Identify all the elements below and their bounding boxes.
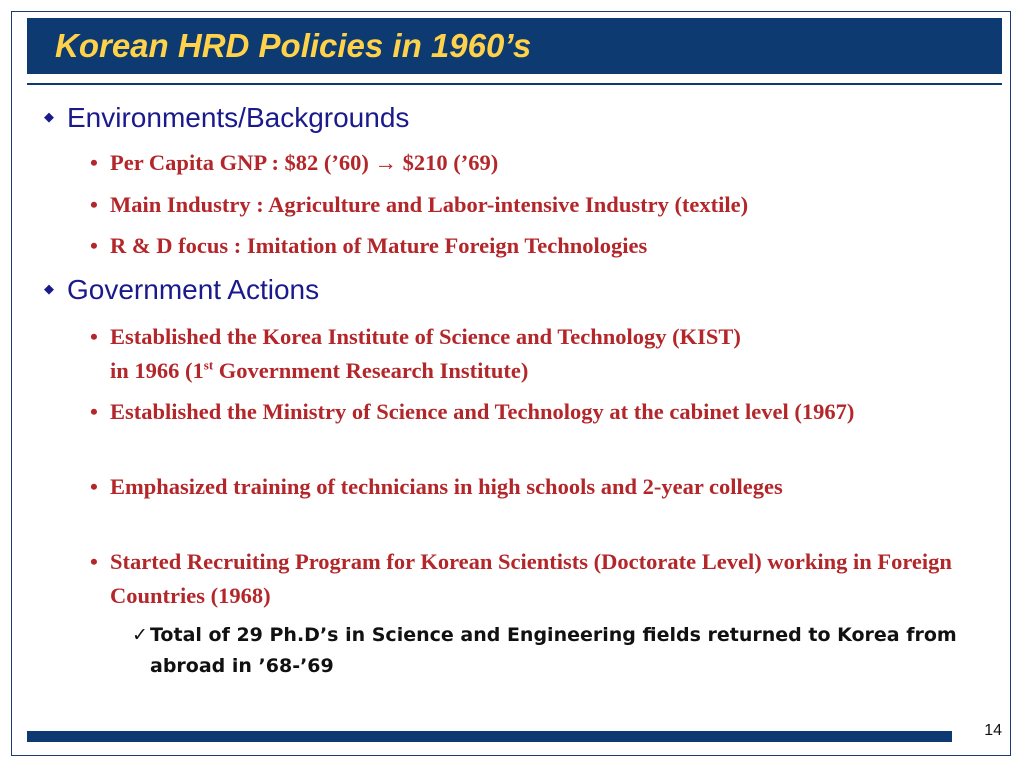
section-heading-government-actions [44,274,319,306]
list-item-text: Emphasized training of technicians in high schools and 2-year colleges [110,474,783,499]
sub-list-item [132,620,962,682]
superscript-text: st [203,357,214,373]
list-item-text: Per Capita GNP : $82 (’60) → $210 (’69) [110,150,499,175]
list-item-text: Started Recruiting Program for Korean Scientists (Doctorate Level) working in Foreign Countries (1968) [110,549,952,608]
list-item-line: Government Research Institute) [213,358,529,383]
section-heading-environments [44,102,409,134]
list-item-text: Established the Ministry of Science and Technology at the cabinet level (1967) [110,399,855,424]
page-number: 14 [984,722,1002,739]
bullet-icon: • [90,233,98,258]
list-item [90,470,980,504]
list-item-line: Established the Korea Institute of Science and Technology (KIST) [110,324,741,349]
list-item [90,395,980,429]
bullet-icon: • [90,474,98,499]
list-item [90,229,980,263]
list-item [90,545,980,613]
list-item-text: Main Industry : Agriculture and Labor-intensive Industry (textile) [110,192,749,217]
bullet-icon: • [90,549,98,574]
bullet-icon: • [90,399,98,424]
sub-list-item-text: Total of 29 Ph.D’s in Science and Engineering fields returned to Korea from abroad in ’68-’69 [150,624,957,677]
diamond-bullet-icon: ◆ [44,280,54,296]
bullet-icon: • [90,324,98,349]
footer-bar [27,731,952,742]
slide-title: Korean HRD Policies in 1960’s [55,27,532,64]
list-item [90,188,980,222]
title-underline [27,83,1002,85]
list-item-line: in 1966 (1 [110,358,204,383]
list-item [90,320,980,388]
bullet-icon: • [90,150,98,175]
list-item [90,146,980,180]
diamond-bullet-icon: ◆ [44,108,54,124]
list-item-text: R & D focus : Imitation of Mature Foreign Technologies [110,233,648,258]
section-heading-label: Environments/Backgrounds [67,102,410,133]
checkmark-icon: ✓ [132,624,148,646]
bullet-icon: • [90,192,98,217]
list-item-text [110,320,980,388]
section-heading-label: Government Actions [67,274,320,305]
